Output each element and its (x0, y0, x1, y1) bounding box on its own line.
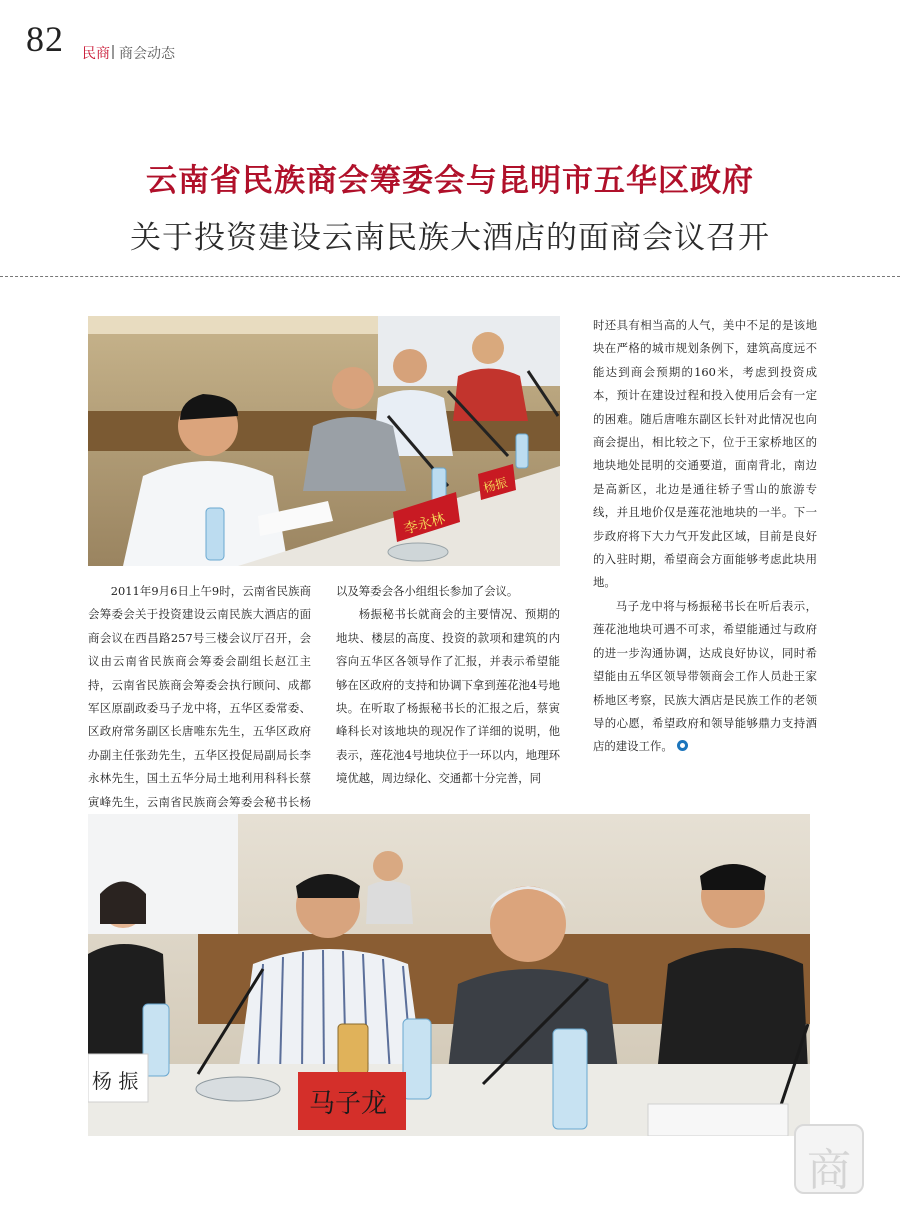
article-paragraph: 马子龙中将与杨振秘书长在听后表示，莲花池地块可遇不可求，希望能通过与政府的进一步沟通协调，达成良好协议，同时希望能由五华区领导带领商会工作人员赴王家桥地区考察，民族大酒店是民族工作的老领导的心愿，希望政府和领导能够鼎力支持酒店的建设工作。 (593, 598, 817, 754)
section-sub-label: 商会动态 (119, 46, 175, 62)
meeting-photo-top (88, 316, 560, 566)
meeting-photo-bottom-illustration (88, 814, 810, 1136)
name-card-bottom-1: 杨 振 (92, 1069, 139, 1093)
article-paragraph: 以及筹委会各小组组长参加了会议。 (336, 584, 519, 598)
article-column-2 (336, 580, 560, 791)
article-subtitle: 关于投资建设云南民族大酒店的面商会议召开 (130, 220, 770, 256)
title-divider (0, 276, 900, 277)
article-column-1 (88, 580, 311, 837)
article-paragraph: 2011年9月6日上午9时，云南省民族商会筹委会关于投资建设云南民族大酒店的面商会议在西昌路257号三楼会议厅召开，会议由云南省民族商会筹委会副组长赵江主持，云南省民族商会筹委会执行顾问、成都军区原副政委马子龙中将，五华区委常委、区政府常务副区长唐唯东先生，五华区政府办副主任张劲先生，五华区投促局副局长李永林先生，国土五华分局土地利用科科长蔡寅峰先生，云南省民族商会筹委会秘书长杨 (88, 584, 311, 809)
end-mark-icon (677, 740, 688, 751)
article-paragraph: 时还具有相当高的人气，美中不足的是该地块在严格的城市规划条例下，建筑高度远不能达到商会预期的160米，考虑到投资成本，预计在建设过程和投入使用后会有一定的困难。随后唐唯东副区长针对此情况也向商会提出，相比较之下，位于王家桥地区的地块地处昆明的交通要道，面南背北，南边是高新区，北边是通往轿子雪山的旅游专线，并且地价仅是莲花池地块的一半。下一步政府将下大力气开发此区域，目前是良好的入驻时期，希望商会方面能够考虑此块用地。 (593, 318, 817, 590)
meeting-photo-top-illustration (88, 316, 560, 566)
name-card-top-2: 杨振 (481, 475, 509, 496)
article-column-3 (593, 314, 817, 759)
meeting-photo-bottom (88, 814, 810, 1136)
article-title: 云南省民族商会筹委会与昆明市五华区政府 (146, 163, 754, 199)
watermark-logo (794, 1124, 864, 1194)
name-card-bottom-2: 马子龙 (309, 1089, 388, 1119)
page-number: 82 (26, 19, 64, 59)
name-card-top-1: 李永林 (402, 510, 447, 538)
article-paragraph: 杨振秘书长就商会的主要情况、预期的地块、楼层的高度、投资的款项和建筑的内容向五华区各领导作了汇报，并表示希望能够在区政府的支持和协调下拿到莲花池4号地块。在听取了杨振秘书长的汇报之后，蔡寅峰科长对该地块的现况作了详细的说明，他表示，莲花池4号地块位于一环以内，地理环境优越，周边绿化、交通都十分完善，同 (336, 607, 560, 786)
watermark-glyph: 商 (807, 1145, 851, 1196)
section-label: 民商 (82, 46, 110, 62)
section-separator (112, 45, 114, 59)
